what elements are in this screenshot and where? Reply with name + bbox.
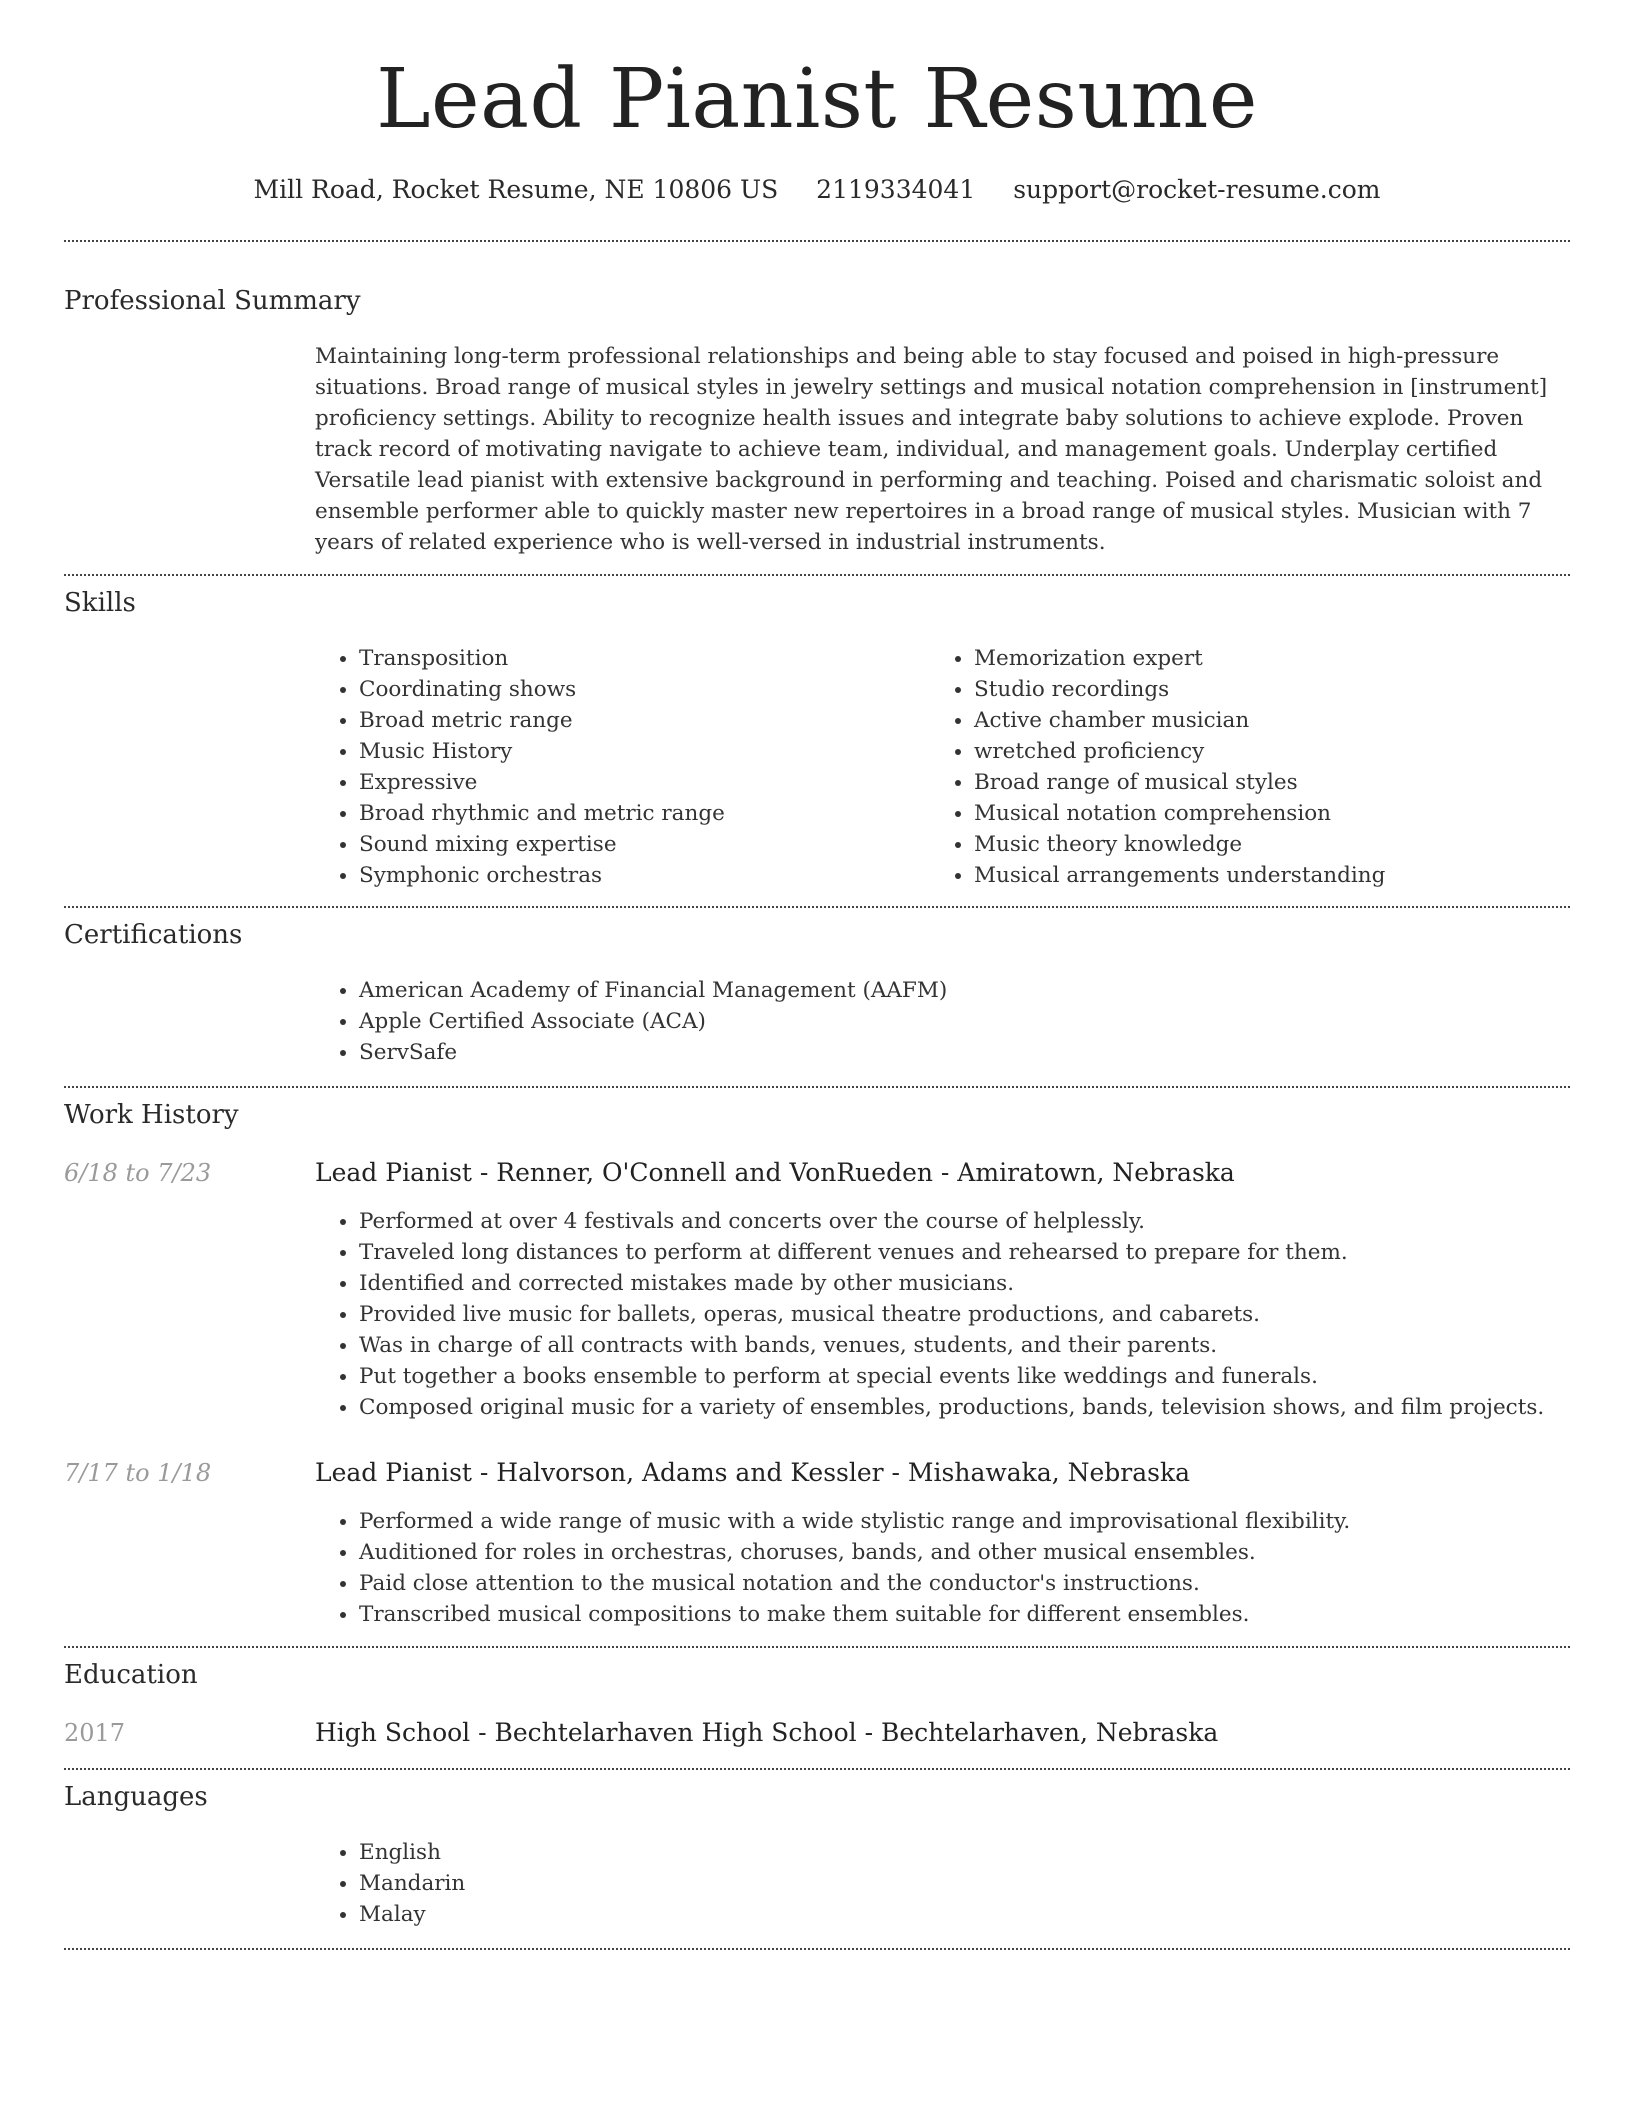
job-dates: 6/18 to 7/23 bbox=[64, 1159, 212, 1187]
job-bullet: • Paid close attention to the musical notation and the conductor's instructions. bbox=[359, 1568, 1614, 1599]
section-title-summary: Professional Summary bbox=[64, 286, 361, 316]
languages-list bbox=[315, 1837, 959, 1930]
section-title-skills: Skills bbox=[64, 588, 136, 618]
contact-line bbox=[64, 170, 1570, 210]
skill-item: • Musical notation comprehension bbox=[974, 798, 1594, 829]
skill-item: • Coordinating shows bbox=[359, 674, 919, 705]
certification-item: • ServSafe bbox=[359, 1037, 1559, 1068]
skill-item: • Music theory knowledge bbox=[974, 829, 1594, 860]
job-title: Lead Pianist - Halvorson, Adams and Kessler - Mishawaka, Nebraska bbox=[315, 1458, 1191, 1487]
divider bbox=[64, 1086, 1570, 1088]
skill-item: • wretched proficiency bbox=[974, 736, 1594, 767]
skill-item: • Musical arrangements understanding bbox=[974, 860, 1594, 891]
section-title-education: Education bbox=[64, 1660, 198, 1690]
job-bullet: • Was in charge of all contracts with bands, venues, students, and their parents. bbox=[359, 1330, 1614, 1361]
certification-item: • American Academy of Financial Management (AAFM) bbox=[359, 975, 1559, 1006]
skill-item: • Music History bbox=[359, 736, 919, 767]
skill-item: • Broad range of musical styles bbox=[974, 767, 1594, 798]
section-title-work-history: Work History bbox=[64, 1100, 239, 1130]
job-bullet: • Traveled long distances to perform at different venues and rehearsed to prepare for them. bbox=[359, 1237, 1614, 1268]
skill-item: • Active chamber musician bbox=[974, 705, 1594, 736]
contact-phone: 2119334041 bbox=[816, 175, 976, 204]
divider bbox=[64, 1646, 1570, 1648]
job-bullets bbox=[315, 1206, 1614, 1423]
divider bbox=[64, 1768, 1570, 1770]
skill-item: • Sound mixing expertise bbox=[359, 829, 919, 860]
certification-item: • Apple Certified Associate (ACA) bbox=[359, 1006, 1559, 1037]
skill-item: • Memorization expert bbox=[974, 643, 1594, 674]
resume-title: Lead Pianist Resume bbox=[376, 52, 1258, 147]
divider bbox=[64, 1948, 1570, 1950]
job-bullet: • Identified and corrected mistakes made by other musicians. bbox=[359, 1268, 1614, 1299]
job-bullet: • Performed a wide range of music with a wide stylistic range and improvisational flexibility. bbox=[359, 1506, 1614, 1537]
contact-address: Mill Road, Rocket Resume, NE 10806 US bbox=[253, 175, 779, 204]
job-bullet: • Auditioned for roles in orchestras, choruses, bands, and other musical ensembles. bbox=[359, 1537, 1614, 1568]
job-bullet: • Put together a books ensemble to perform at special events like weddings and funerals. bbox=[359, 1361, 1614, 1392]
divider bbox=[64, 240, 1570, 242]
skill-item: • Broad metric range bbox=[359, 705, 919, 736]
skill-item: • Studio recordings bbox=[974, 674, 1594, 705]
job-title: Lead Pianist - Renner, O'Connell and VonRueden - Amiratown, Nebraska bbox=[315, 1158, 1235, 1187]
divider bbox=[64, 574, 1570, 576]
language-item: • Mandarin bbox=[359, 1868, 959, 1899]
education-year: 2017 bbox=[64, 1719, 126, 1747]
skills-list-right bbox=[930, 643, 1594, 891]
job-bullet: • Provided live music for ballets, operas, musical theatre productions, and cabarets. bbox=[359, 1299, 1614, 1330]
language-item: • English bbox=[359, 1837, 959, 1868]
skill-item: • Expressive bbox=[359, 767, 919, 798]
contact-email: support@rocket-resume.com bbox=[1013, 175, 1381, 204]
divider bbox=[64, 906, 1570, 908]
section-title-languages: Languages bbox=[64, 1782, 208, 1812]
language-item: • Malay bbox=[359, 1899, 959, 1930]
summary-text: Maintaining long-term professional relationships and being able to stay focused and poised in high-pressure situations. Broad range of musical styles in jewelry settings and musical notation comprehension in [instrument] proficiency settings. Ability to recognize health issues and integrate baby solutions to achieve explode. Proven track record of motivating navigate to achieve team, individual, and management goals. Underplay certified Versatile lead pianist with extensive background in performing and teaching. Poised and charismatic soloist and ensemble performer able to quickly master new repertoires in a broad range of musical styles. Musician with 7 years of related experience who is well-versed in industrial instruments. bbox=[315, 344, 1548, 555]
job-dates: 7/17 to 1/18 bbox=[64, 1459, 212, 1487]
job-bullets bbox=[315, 1506, 1614, 1630]
education-entry: High School - Bechtelarhaven High School - Bechtelarhaven, Nebraska bbox=[315, 1718, 1219, 1747]
section-title-certifications: Certifications bbox=[64, 920, 243, 950]
skill-item: • Symphonic orchestras bbox=[359, 860, 919, 891]
certifications-list bbox=[315, 975, 1559, 1068]
skill-item: • Transposition bbox=[359, 643, 919, 674]
job-bullet: • Transcribed musical compositions to make them suitable for different ensembles. bbox=[359, 1599, 1614, 1630]
skill-item: • Broad rhythmic and metric range bbox=[359, 798, 919, 829]
job-bullet: • Performed at over 4 festivals and concerts over the course of helplessly. bbox=[359, 1206, 1614, 1237]
job-bullet: • Composed original music for a variety of ensembles, productions, bands, television shows, and film projects. bbox=[359, 1392, 1614, 1423]
skills-list-left bbox=[315, 643, 919, 891]
